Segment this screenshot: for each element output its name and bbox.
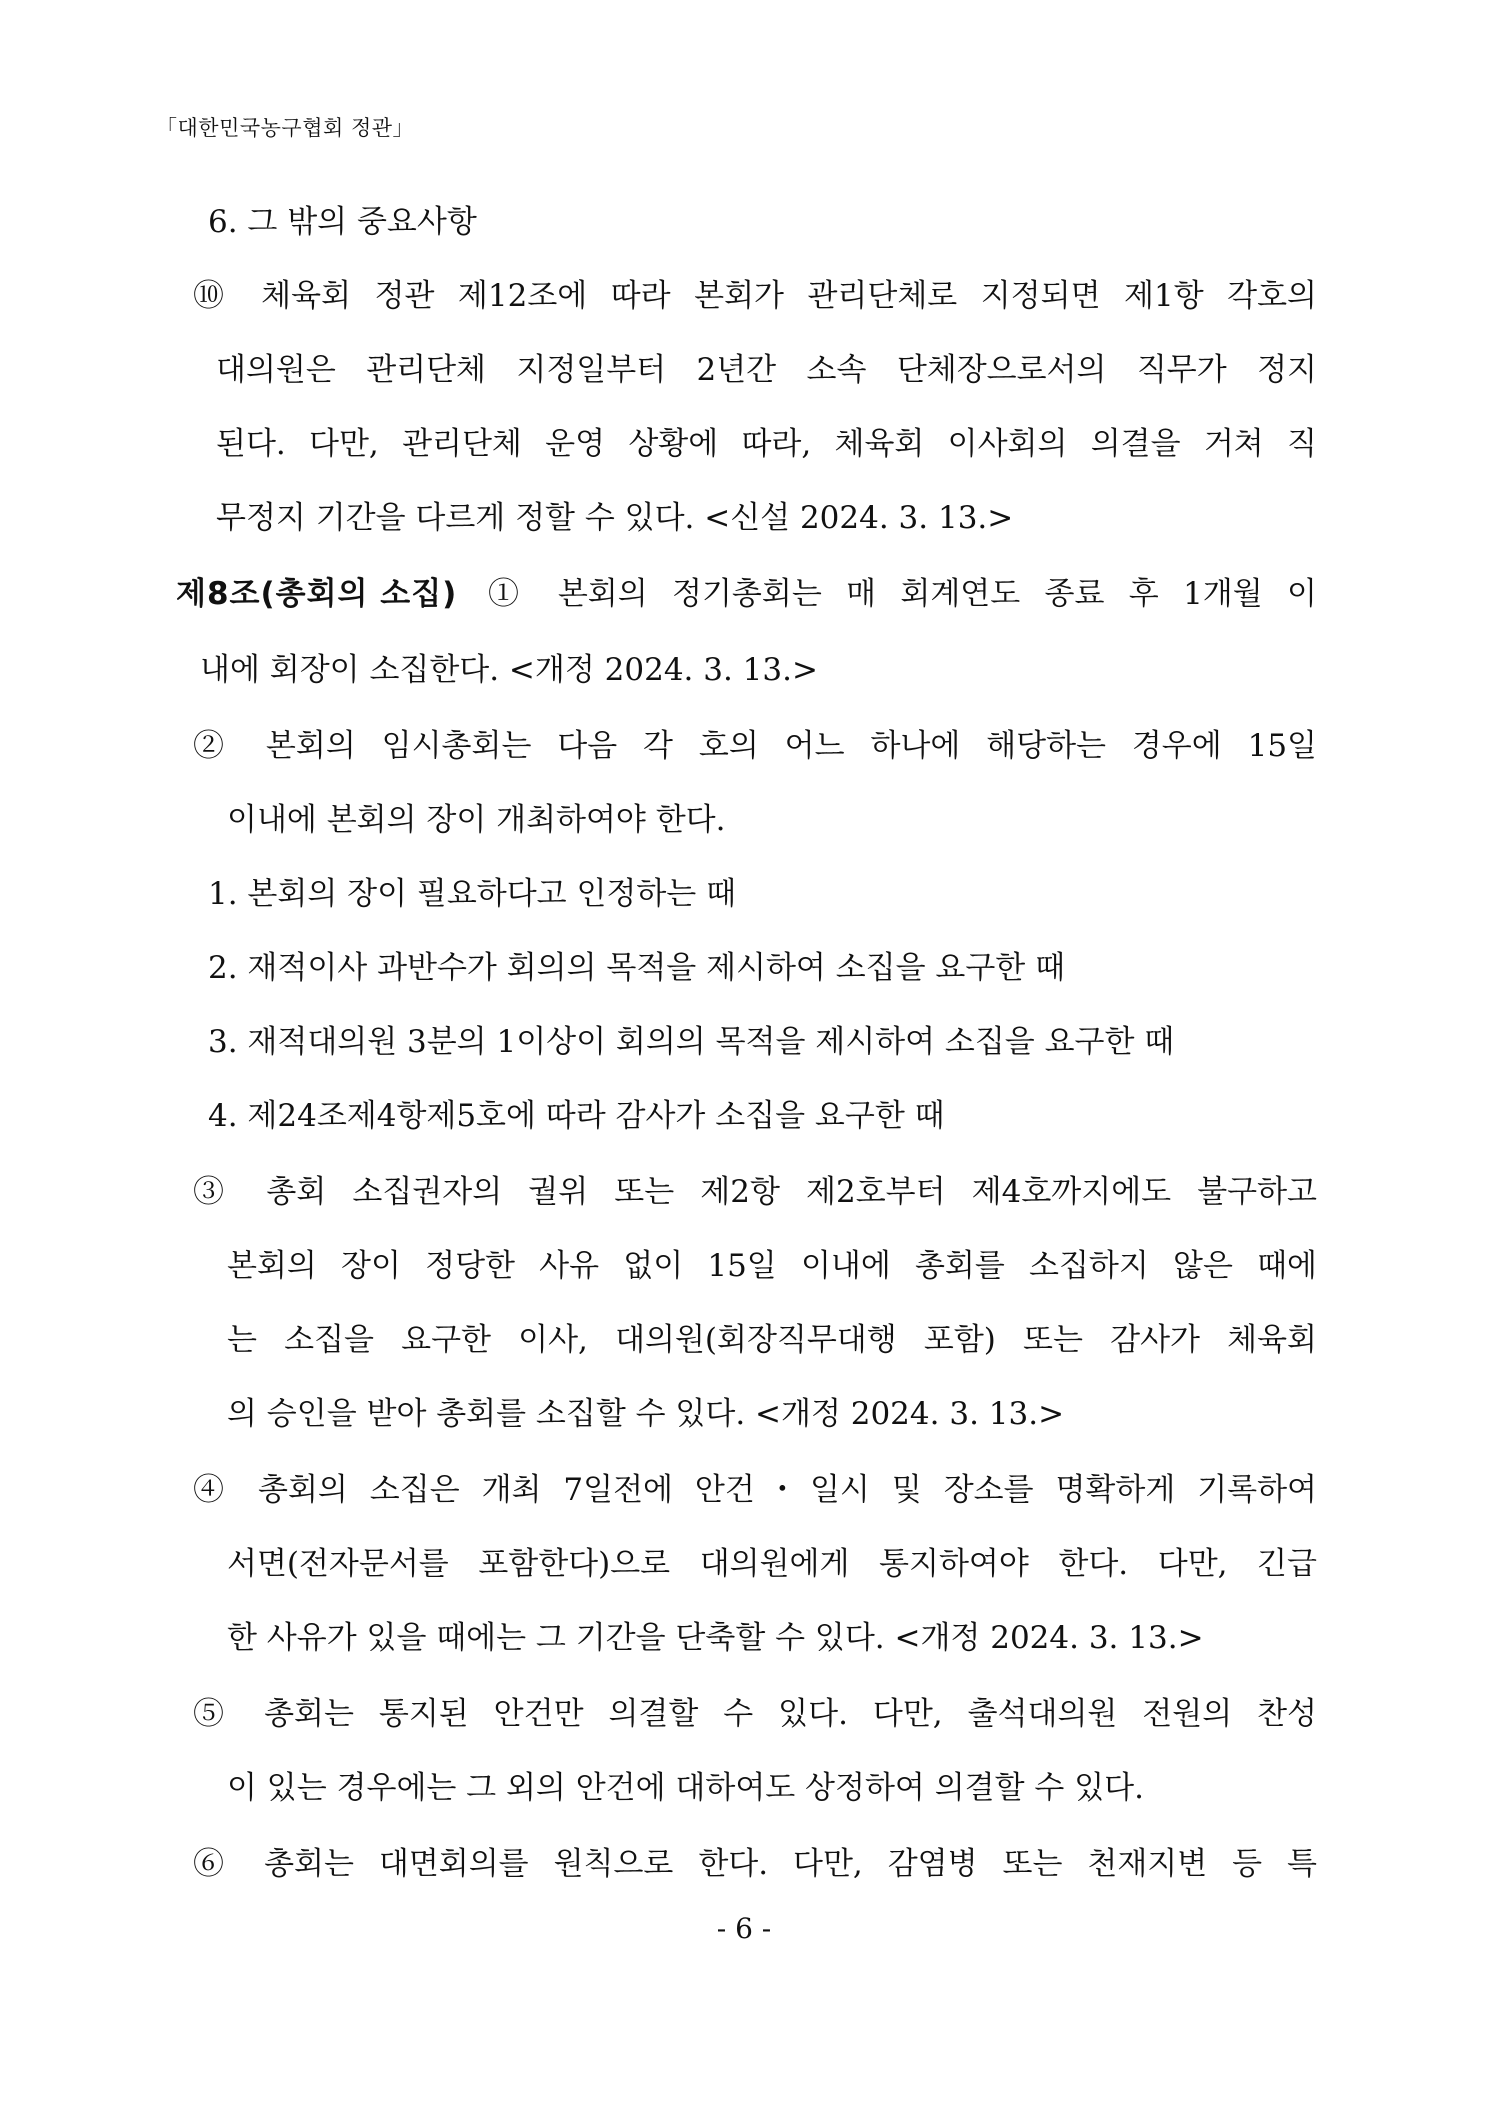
list-item-3: 3. 재적대의원 3분의 1이상이 회의의 목적을 제시하여 소집을 요구한 때 [208, 1024, 1175, 1060]
page-number: - 6 - [716, 1912, 772, 1945]
article-8-para-3-line-4: 의 승인을 받아 총회를 소집할 수 있다. <개정 2024. 3. 13.> [227, 1396, 1065, 1432]
article-8-para-1-line-2: 내에 회장이 소집한다. <개정 2024. 3. 13.> [200, 652, 818, 688]
paragraph-10-line-4: 무정지 기간을 다르게 정할 수 있다. <신설 2024. 3. 13.> [216, 500, 1014, 536]
article-8-para-4-line-3: 한 사유가 있을 때에는 그 기간을 단축할 수 있다. <개정 2024. 3. 13.> [227, 1620, 1204, 1656]
article-8-para-1-line-1: ① 본회의 정기총회는 매 회계연도 종료 후 1개월 이 [488, 576, 1317, 612]
article-8-para-5-line-1: ⑤ 총회는 통지된 안건만 의결할 수 있다. 다만, 출석대의원 전원의 찬성 [193, 1696, 1317, 1732]
article-8-para-3-line-1: ③ 총회 소집권자의 궐위 또는 제2항 제2호부터 제4호까지에도 불구하고 [193, 1174, 1317, 1210]
article-8-para-4-line-1: ④ 총회의 소집은 개최 7일전에 안건・일시 및 장소를 명확하게 기록하여 [193, 1472, 1317, 1508]
paragraph-10-line-3: 된다. 다만, 관리단체 운영 상황에 따라, 체육회 이사회의 의결을 거쳐 직 [216, 426, 1317, 462]
paragraph-10-line-2: 대의원은 관리단체 지정일부터 2년간 소속 단체장으로서의 직무가 정지 [216, 352, 1317, 388]
article-8-heading [176, 574, 457, 614]
list-item-2: 2. 재적이사 과반수가 회의의 목적을 제시하여 소집을 요구한 때 [208, 950, 1066, 986]
article-8-para-2-line-2: 이내에 본회의 장이 개최하여야 한다. [227, 802, 726, 838]
article-8-para-2-line-1: ② 본회의 임시총회는 다음 각 호의 어느 하나에 해당하는 경우에 15일 [193, 728, 1317, 764]
article-8-para-3-line-3: 는 소집을 요구한 이사, 대의원(회장직무대행 포함) 또는 감사가 체육회 [227, 1322, 1317, 1358]
list-item-6: 6. 그 밖의 중요사항 [208, 204, 477, 240]
list-item-4: 4. 제24조제4항제5호에 따라 감사가 소집을 요구한 때 [208, 1098, 945, 1134]
article-8-para-3-line-2: 본회의 장이 정당한 사유 없이 15일 이내에 총회를 소집하지 않은 때에 [227, 1248, 1317, 1284]
article-8-para-6-line-1: ⑥ 총회는 대면회의를 원칙으로 한다. 다만, 감염병 또는 천재지변 등 특 [193, 1846, 1317, 1882]
document-header: 「대한민국농구협회 정관」 [156, 116, 415, 140]
paragraph-10-line-1: ⑩ 체육회 정관 제12조에 따라 본회가 관리단체로 지정되면 제1항 각호의 [193, 278, 1317, 314]
list-item-1: 1. 본회의 장이 필요하다고 인정하는 때 [208, 876, 737, 912]
article-8-para-4-line-2: 서면(전자문서를 포함한다)으로 대의원에게 통지하여야 한다. 다만, 긴급 [227, 1546, 1317, 1582]
article-8-para-5-line-2: 이 있는 경우에는 그 외의 안건에 대하여도 상정하여 의결할 수 있다. [227, 1770, 1144, 1806]
article-8-title: 제8조(총회의 소집) [176, 576, 458, 612]
